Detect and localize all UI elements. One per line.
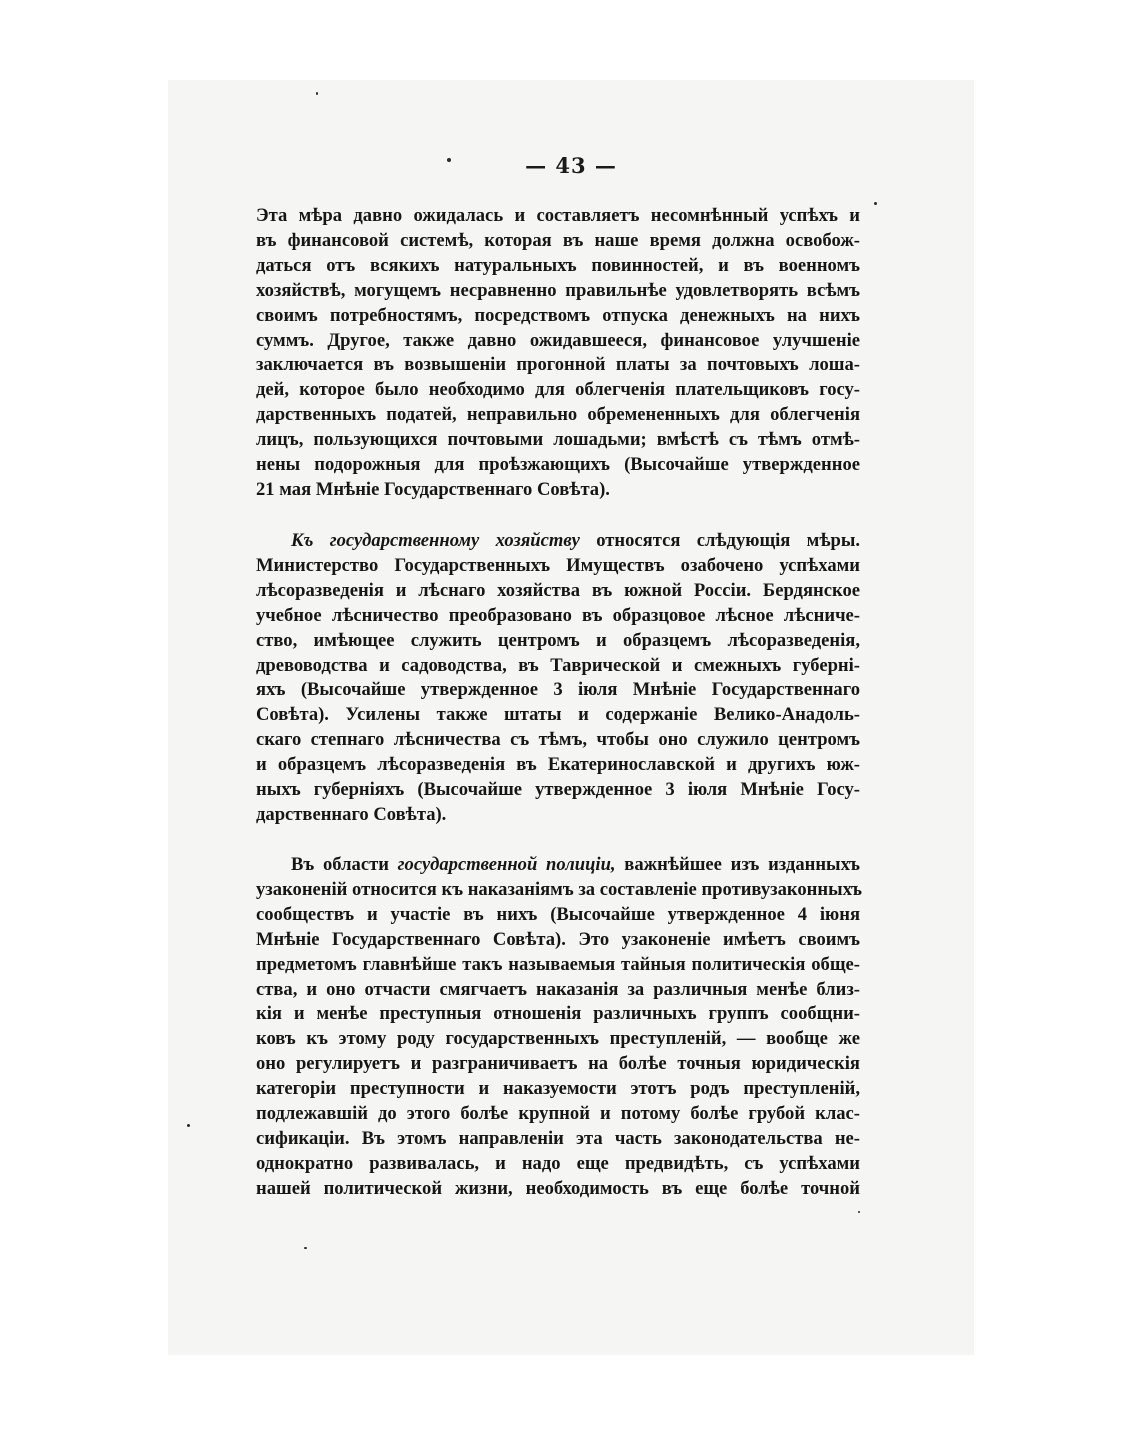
text-line: яхъ (Высочайше утвержденное 3 іюля Мнѣніе Государственнаго (256, 679, 860, 701)
text-line: дарственныхъ податей, неправильно обремененныхъ для облегченія (256, 404, 860, 426)
text-line: древоводства и садоводства, въ Таврической и смежныхъ губерні- (256, 654, 860, 676)
paragraph-state-economy (256, 529, 860, 828)
lead-italic-text: государственной полиціи, (397, 854, 616, 875)
lead-italic-text: Къ государственному хозяйству (291, 530, 580, 551)
text-line: категоріи преступности и наказуемости этотъ родъ преступленій, (256, 1078, 860, 1100)
book-page (168, 80, 974, 1355)
paragraph-lead-line (256, 853, 860, 878)
text-line: Эта мѣра давно ожидалась и составляетъ несомнѣнный успѣхъ и (256, 205, 860, 226)
text-line: кія и менѣе преступныя отношенія различныхъ группъ сообщни- (256, 1003, 860, 1025)
text-line: въ финансовой системѣ, которая въ наше время должна освобож- (256, 229, 860, 251)
text-line: сообществъ и участіе въ нихъ (Высочайше утвержденное 4 іюня (256, 903, 860, 925)
text-line: нены подорожныя для проѣзжающихъ (Высочайше утвержденное (256, 454, 860, 476)
text-line: дей, которое было необходимо для облегченія плательщиковъ госу- (256, 379, 860, 401)
paragraph-lead-line (256, 529, 860, 554)
text-line: ныхъ губерніяхъ (Высочайше утвержденное 3 іюля Мнѣніе Госу- (256, 779, 860, 801)
lead-rest-text: важнѣйшее изъ изданныхъ (615, 854, 860, 875)
scan-speck (316, 92, 318, 95)
scan-speck (874, 202, 877, 205)
lead-rest-text: относятся слѣдующія мѣры. (579, 530, 860, 551)
text-line: ства, и оно отчасти смягчаетъ наказанія за различныя менѣе близ- (256, 978, 860, 1000)
text-line: скаго степнаго лѣсничества съ тѣмъ, чтобы оно служило центромъ (256, 729, 860, 751)
scan-speck (858, 1211, 860, 1213)
text-line: заключается въ возвышеніи прогонной платы за почтовыхъ лоша- (256, 354, 860, 376)
text-line: учебное лѣсничество преобразовано въ образцовое лѣсное лѣсниче- (256, 604, 860, 626)
text-line: нашей политической жизни, необходимость въ еще болѣе точной (256, 1177, 860, 1199)
text-line: суммъ. Другое, также давно ожидавшееся, финансовое улучшеніе (256, 329, 860, 351)
scan-speck (187, 1124, 190, 1127)
text-line: Министерство Государственныхъ Имуществъ озабочено успѣхами (256, 554, 860, 576)
text-line: узаконеній относится къ наказаніямъ за составленіе противузаконныхъ (256, 878, 863, 900)
scan-speck (304, 1247, 307, 1249)
text-line: дарственнаго Совѣта). (256, 803, 447, 825)
text-line: даться отъ всякихъ натуральныхъ повинностей, и въ военномъ (256, 254, 860, 276)
text-line: лѣсоразведенія и лѣснаго хозяйства въ южной Россіи. Бердянское (256, 579, 860, 601)
text-line: 21 мая Мнѣніе Государственнаго Совѣта). (256, 478, 610, 500)
text-line: хозяйствѣ, могущемъ несравненно правильнѣе удовлетворять всѣмъ (256, 279, 860, 301)
text-line: ковъ къ этому роду государственныхъ преступленій, — вообще же (256, 1028, 860, 1050)
text-line: своимъ потребностямъ, посредствомъ отпуска денежныхъ на нихъ (256, 304, 860, 326)
text-line: лицъ, пользующихся почтовыми лошадьми; вмѣстѣ съ тѣмъ отмѣ- (256, 429, 860, 451)
scan-speck (447, 158, 451, 162)
text-line: сификаціи. Въ этомъ направленіи эта часть законодательства не- (256, 1127, 860, 1149)
text-line: оно регулируетъ и разграничиваетъ на болѣе точныя юридическія (256, 1053, 860, 1075)
page-number: — 43 — (525, 153, 617, 178)
text-line: и образцемъ лѣсоразведенія въ Екатеринославской и другихъ юж- (256, 754, 860, 776)
text-line: предметомъ главнѣйше такъ называемыя тайныя политическія обще- (256, 953, 860, 975)
lead-plain-text: Въ области (291, 854, 398, 875)
text-line: однократно развивалась, и надо еще предвидѣть, съ успѣхами (256, 1152, 860, 1174)
text-line: ство, имѣющее служить центромъ и образцемъ лѣсоразведенія, (256, 629, 860, 651)
text-line: подлежавшій до этого болѣе крупной и потому болѣе грубой клас- (256, 1103, 860, 1125)
text-line: Мнѣніе Государственнаго Совѣта). Это узаконеніе имѣетъ своимъ (256, 928, 860, 950)
text-line: Совѣта). Усилены также штаты и содержаніе Велико-Анадоль- (256, 704, 860, 726)
paragraph-state-finance (256, 204, 860, 503)
paragraph-state-police (256, 853, 863, 1202)
